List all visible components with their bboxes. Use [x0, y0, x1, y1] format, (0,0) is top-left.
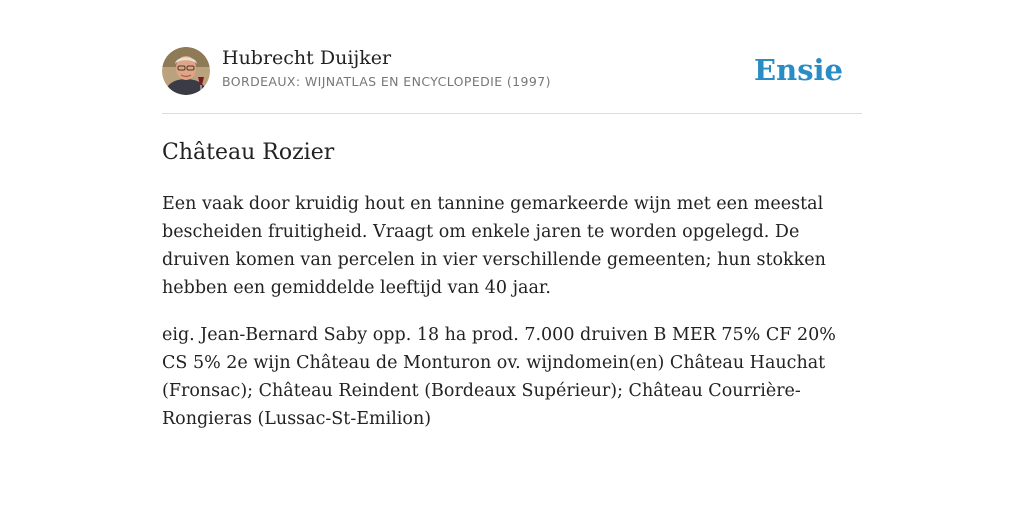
- entry-title: Château Rozier: [162, 140, 335, 165]
- entry-card: [162, 46, 862, 452]
- ensie-logo[interactable]: Ensie: [754, 53, 843, 87]
- entry-body: [162, 190, 862, 433]
- author-name[interactable]: Hubrecht Duijker: [222, 47, 392, 69]
- entry-paragraph-description: Een vaak door kruidig hout en tannine gemarkeerde wijn met een meestal bescheiden fruitigheid. Vraagt om enkele jaren te worden opgelegd. De druiven komen van percelen in vier verschillende gemeenten; hun stokken hebben een gemiddelde leeftijd van 40 jaar.: [162, 194, 826, 298]
- entry-paragraph-details: eig. Jean-Bernard Saby opp. 18 ha prod. 7.000 druiven B MER 75% CF 20% CS 5% 2e wijn Château de Monturon ov. wijndomein(en) Château Hauchat (Fronsac); Château Reindent (Bordeaux Supérieur); Château Courrière-Rongieras (Lussac-St-Emilion): [162, 325, 836, 429]
- book-title[interactable]: BORDEAUX: WIJNATLAS EN ENCYCLOPEDIE (1997): [222, 74, 551, 89]
- author-avatar[interactable]: [162, 47, 210, 95]
- entry-header: [162, 46, 862, 114]
